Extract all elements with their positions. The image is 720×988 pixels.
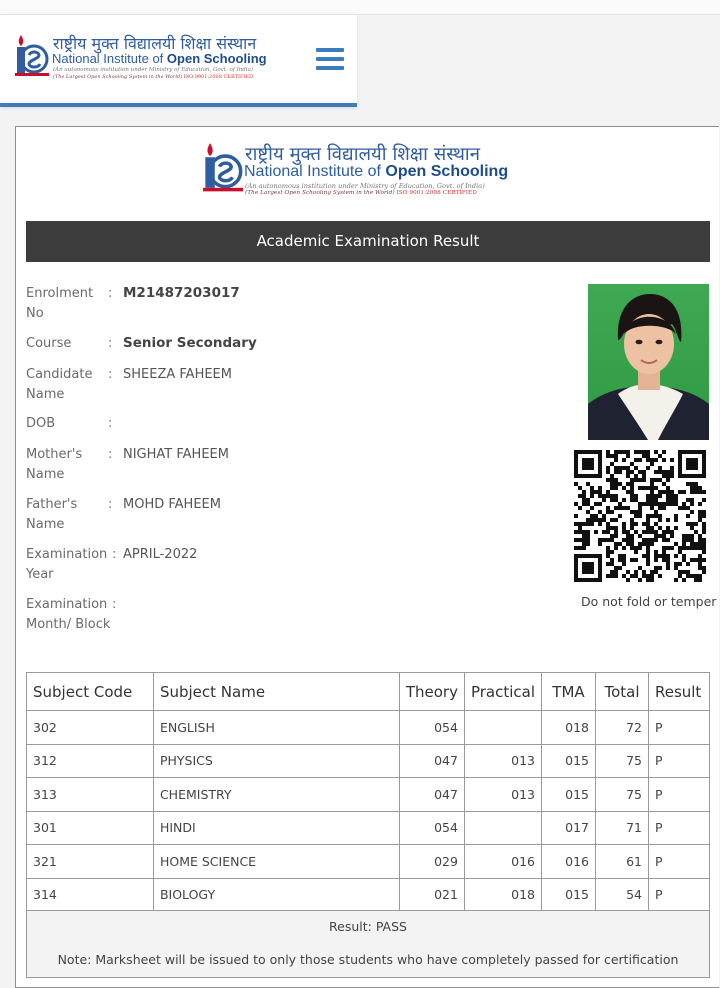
panel-logo-org-name-prefix: National Institute of — [244, 163, 381, 180]
cell-subject-code: 321 — [27, 845, 154, 879]
cell-total: 71 — [595, 811, 648, 845]
cell-theory: 054 — [399, 811, 464, 845]
col-tma: TMA — [542, 673, 596, 711]
table-row — [27, 811, 710, 845]
result-summary: Result: PASS — [26, 910, 710, 943]
logo-iso-text: ISO 9001:2008 CERTIFIED — [183, 74, 254, 80]
cell-result: P — [648, 778, 709, 812]
cell-subject-name: CHEMISTRY — [153, 778, 399, 812]
result-panel — [15, 126, 719, 988]
qr-code — [574, 450, 706, 582]
course-value: Senior Secondary — [123, 335, 257, 351]
cell-result: P — [648, 878, 709, 912]
cell-result: P — [648, 845, 709, 879]
cell-practical — [464, 711, 541, 745]
browser-top-strip — [0, 0, 720, 15]
col-theory: Theory — [399, 673, 464, 711]
cell-practical: 016 — [464, 845, 541, 879]
col-total: Total — [595, 673, 648, 711]
panel-logo-iso-text: ISO 9001:2008 CERTIFIED — [396, 190, 477, 196]
cell-subject-name: PHYSICS — [153, 744, 399, 778]
panel-logo-hindi-name: राष्ट्रीय मुक्त विद्यालयी शिक्षा संस्थान — [245, 144, 480, 165]
cell-practical: 018 — [464, 878, 541, 912]
mother-separator: : — [108, 447, 113, 462]
cell-tma: 015 — [542, 744, 596, 778]
exam-block-separator: : — [112, 597, 117, 612]
exam-year-value: APRIL-2022 — [123, 547, 198, 562]
cell-total: 75 — [595, 778, 648, 812]
candidate-separator: : — [108, 367, 113, 382]
col-subject-code: Subject Code — [27, 673, 154, 711]
logo-tagline: (An autonomous institution under Ministry of Education, Govt. of India) — [53, 67, 253, 73]
dob-label: DOB — [26, 416, 56, 431]
cell-practical: 013 — [464, 778, 541, 812]
exam-block-label: Examination Month/ Block — [26, 597, 111, 632]
col-subject-name: Subject Name — [153, 673, 399, 711]
exam-year-label: Examination Year — [26, 547, 108, 582]
cell-tma: 016 — [542, 845, 596, 879]
cell-theory: 054 — [399, 711, 464, 745]
cell-theory: 021 — [399, 878, 464, 912]
col-result: Result — [648, 673, 709, 711]
site-header — [0, 15, 357, 107]
marksheet-note: Note: Marksheet will be issued to only those students who have completely passed for certification — [26, 942, 710, 978]
enrolment-label: Enrolment No — [26, 286, 94, 321]
cell-total: 61 — [595, 845, 648, 879]
cell-practical: 013 — [464, 744, 541, 778]
cell-total: 75 — [595, 744, 648, 778]
cell-practical — [464, 811, 541, 845]
table-row — [27, 778, 710, 812]
candidate-photo — [588, 284, 709, 440]
father-value: MOHD FAHEEM — [123, 497, 221, 512]
cell-subject-code: 301 — [27, 811, 154, 845]
fold-note: Do not fold or temper — [581, 594, 717, 609]
marks-header-row — [27, 673, 710, 711]
cell-theory: 047 — [399, 778, 464, 812]
panel-logo-tagline2-text: (The Largest Open Schooling System in the World) — [245, 190, 395, 196]
cell-total: 54 — [595, 878, 648, 912]
cell-theory: 047 — [399, 744, 464, 778]
panel-logo-tagline: (An autonomous institution under Ministry of Education, Govt. of India) — [245, 182, 485, 190]
cell-subject-name: BIOLOGY — [153, 878, 399, 912]
course-label: Course — [26, 336, 72, 351]
cell-theory: 029 — [399, 845, 464, 879]
cell-tma: 018 — [542, 711, 596, 745]
table-row — [27, 744, 710, 778]
nios-logo[interactable] — [15, 33, 275, 83]
panel-nios-logo — [203, 140, 523, 200]
cell-result: P — [648, 711, 709, 745]
cell-subject-code: 312 — [27, 744, 154, 778]
dob-separator: : — [108, 416, 113, 431]
candidate-value: SHEEZA FAHEEM — [123, 367, 232, 382]
course-separator: : — [108, 336, 113, 351]
enrolment-value: M21487203017 — [123, 285, 240, 301]
table-row — [27, 711, 710, 745]
logo-tagline2-text: (The Largest Open Schooling System in the World) — [53, 74, 183, 80]
cell-subject-code: 314 — [27, 878, 154, 912]
cell-tma: 015 — [542, 778, 596, 812]
logo-org-name — [52, 51, 267, 66]
father-label: Father's Name — [26, 497, 78, 532]
col-practical: Practical — [464, 673, 541, 711]
cell-subject-code: 313 — [27, 778, 154, 812]
father-separator: : — [108, 497, 113, 512]
candidate-label: Candidate Name — [26, 367, 93, 402]
mother-label: Mother's Name — [26, 447, 83, 482]
panel-logo-tagline2 — [245, 190, 477, 196]
cell-subject-name: ENGLISH — [153, 711, 399, 745]
logo-hindi-name: राष्ट्रीय मुक्त विद्यालयी शिक्षा संस्थान — [53, 34, 257, 53]
panel-logo-org-name-bold: Open Schooling — [385, 163, 509, 180]
mother-value: NIGHAT FAHEEM — [123, 447, 229, 462]
result-title-bar: Academic Examination Result — [26, 221, 710, 262]
cell-subject-name: HOME SCIENCE — [153, 845, 399, 879]
panel-logo-org-name — [244, 163, 508, 181]
logo-org-name-prefix: National Institute of — [52, 51, 164, 66]
cell-result: P — [648, 811, 709, 845]
panel-nios-emblem-icon — [203, 142, 243, 196]
cell-tma: 015 — [542, 878, 596, 912]
cell-result: P — [648, 744, 709, 778]
marks-table — [26, 672, 710, 912]
logo-org-name-bold: Open Schooling — [166, 51, 267, 66]
enrolment-separator: : — [108, 286, 113, 301]
nios-emblem-icon — [15, 35, 49, 79]
cell-tma: 017 — [542, 811, 596, 845]
table-row — [27, 878, 710, 912]
logo-tagline2 — [53, 74, 253, 80]
exam-year-separator: : — [112, 547, 117, 562]
cell-subject-name: HINDI — [153, 811, 399, 845]
cell-total: 72 — [595, 711, 648, 745]
hamburger-menu-icon[interactable] — [316, 48, 344, 70]
cell-subject-code: 302 — [27, 711, 154, 745]
table-row — [27, 845, 710, 879]
